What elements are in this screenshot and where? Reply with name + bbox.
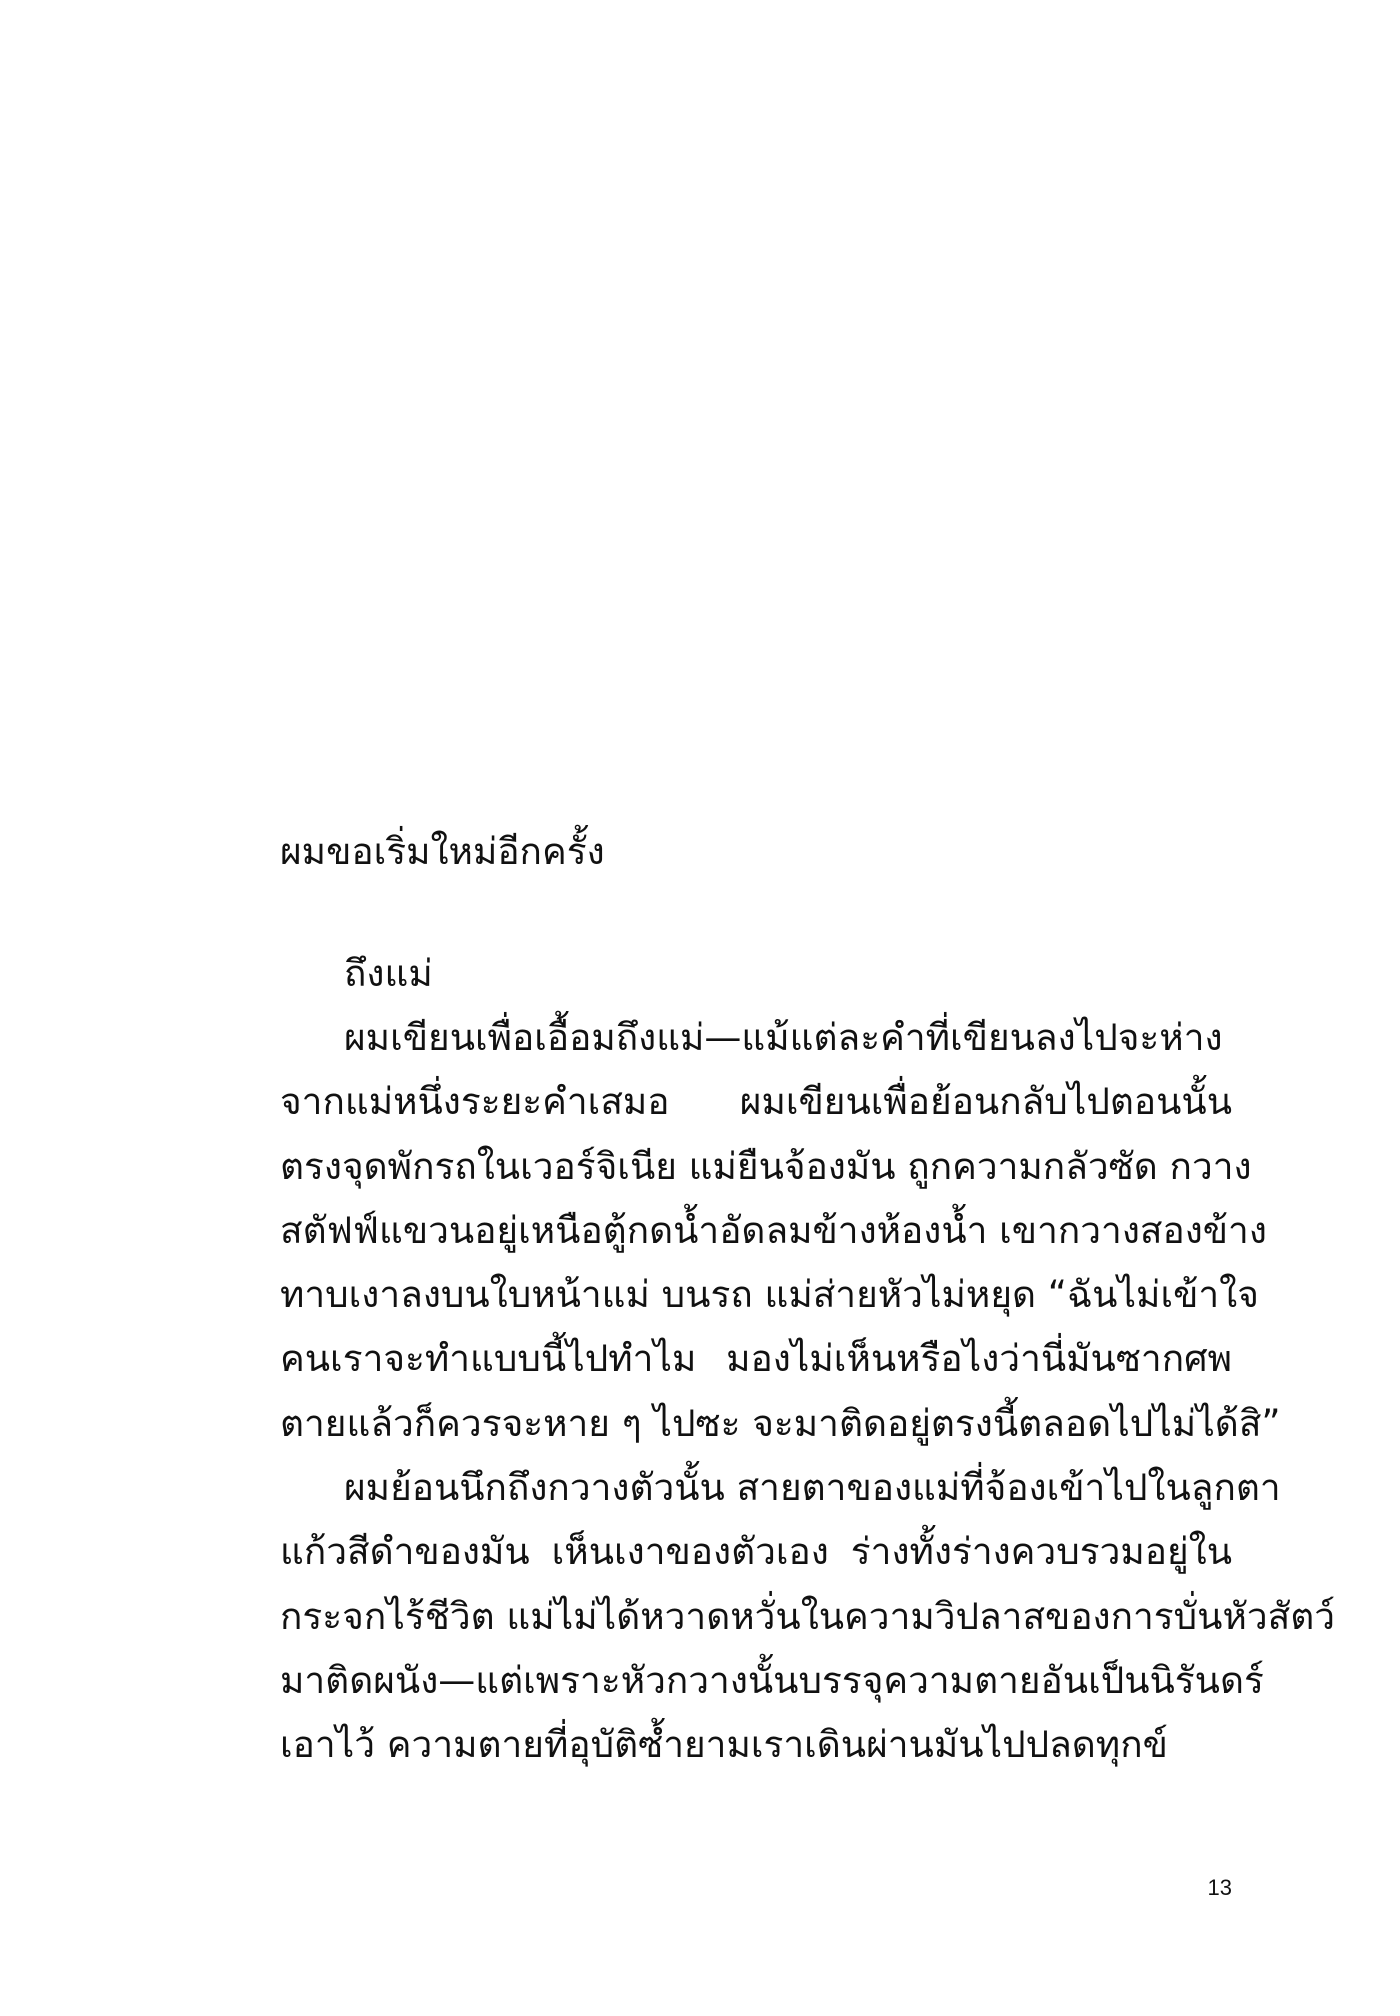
- paragraph-1-line-6: คนเราจะทำแบบนี้ไปทำไม มองไม่เห็นหรือไงว่านี่มันซากศพ: [280, 1337, 1232, 1381]
- chapter-heading: ผมขอเริ่มใหม่อีกครั้ง: [280, 830, 605, 873]
- paragraph-2-line-5: เอาไว้ ความตายที่อุบัติซ้ำยามเราเดินผ่านมันไปปลดทุกข์: [280, 1723, 1168, 1767]
- paragraph-2-line-3: กระจกไร้ชีวิต แม่ไม่ได้หวาดหวั่นในความวิปลาสของการบั่นหัวสัตว์: [280, 1594, 1336, 1638]
- paragraph-2-line-4: มาติดผนัง—แต่เพราะหัวกวางนั้นบรรจุความตายอันเป็นนิรันดร์: [280, 1658, 1264, 1702]
- paragraph-1-line-5: ทาบเงาลงบนใบหน้าแม่ บนรถ แม่ส่ายหัวไม่หยุด “ฉันไม่เข้าใจ: [280, 1273, 1259, 1317]
- paragraph-1-line-4: สตัฟฟ์แขวนอยู่เหนือตู้กดน้ำอัดลมข้างห้องน้ำ เขากวางสองข้าง: [280, 1208, 1267, 1252]
- paragraph-2-line-2: แก้วสีดำของมัน เห็นเงาของตัวเอง ร่างทั้งร่างควบรวมอยู่ใน: [280, 1530, 1232, 1574]
- paragraph-1-line-7: ตายแล้วก็ควรจะหาย ๆ ไปซะ จะมาติดอยู่ตรงนี้ตลอดไปไม่ได้สิ”: [280, 1401, 1281, 1445]
- body-text: [280, 1006, 1336, 1778]
- paragraph-2-line-1: ผมย้อนนึกถึงกวางตัวนั้น สายตาของแม่ที่จ้องเข้าไปในลูกตา: [344, 1466, 1281, 1510]
- page-number: 13: [1207, 1875, 1232, 1900]
- paragraph-1-line-1: ผมเขียนเพื่อเอื้อมถึงแม่—แม้แต่ละคำที่เขียนลงไปจะห่าง: [344, 1016, 1223, 1059]
- paragraph-1-line-2: จากแม่หนึ่งระยะคำเสมอ ผมเขียนเพื่อย้อนกลับไปตอนนั้น: [280, 1080, 1232, 1124]
- paragraph-1-line-3: ตรงจุดพักรถในเวอร์จิเนีย แม่ยืนจ้องมัน ถูกความกลัวซัด กวาง: [280, 1144, 1252, 1188]
- letter-salutation: ถึงแม่: [344, 952, 433, 995]
